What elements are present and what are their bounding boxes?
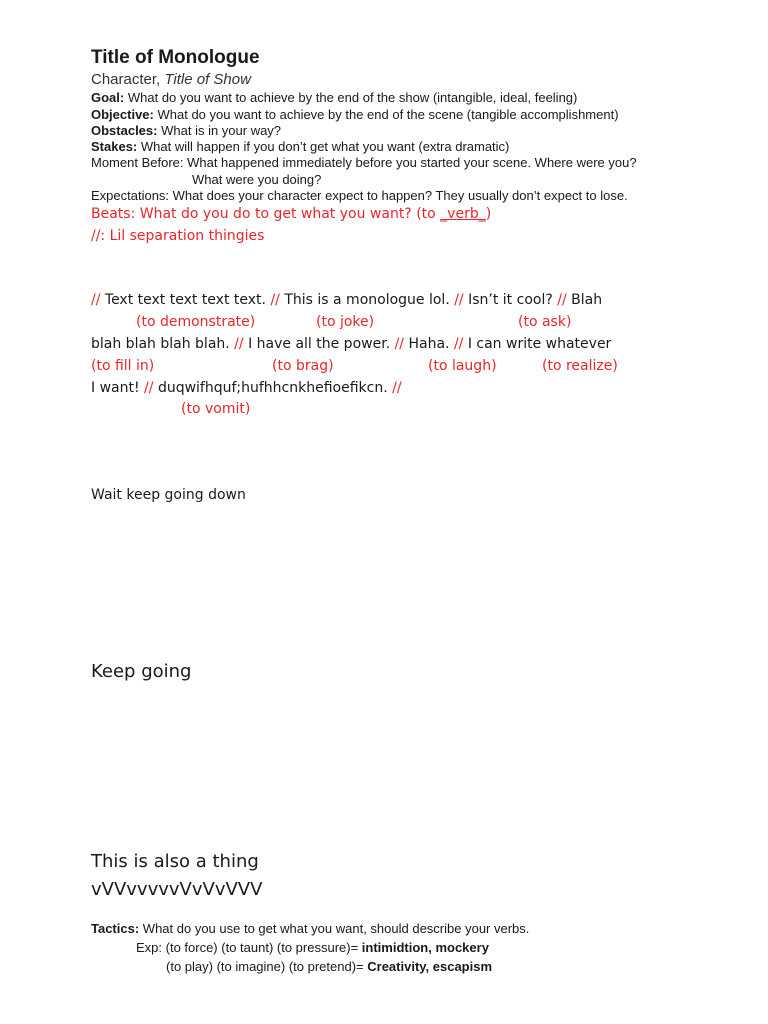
beats-suffix: ): [485, 206, 492, 222]
monologue-text: Haha.: [408, 336, 450, 352]
tactics-example-text: Exp: (to force) (to taunt) (to pressure)=: [136, 940, 359, 955]
beat-mark: //: [392, 380, 402, 396]
monologue-line-2: [91, 336, 611, 352]
monologue-text: This is a monologue lol.: [284, 292, 450, 308]
tactics-label: Tactics:: [91, 921, 140, 936]
monologue-text: Blah: [571, 292, 603, 308]
obstacles-label: Obstacles:: [91, 123, 158, 138]
monologue-text: I can write whatever: [467, 336, 612, 352]
beats-line: [91, 206, 491, 222]
beat-label: (to ask): [518, 314, 572, 330]
moment-before-line: Moment Before: What happened immediately before you started your scene. Where were you?: [91, 155, 637, 170]
character-label: Character,: [91, 71, 161, 88]
beat-mark: //: [144, 380, 154, 396]
beats-prefix: Beats: What do you do to get what you want? (to: [91, 206, 441, 222]
beat-mark: //: [557, 292, 567, 308]
beat-mark: //: [454, 292, 464, 308]
tactics-example-1: [136, 940, 489, 955]
objective-line: [91, 107, 619, 122]
monologue-text: duqwifhquf;hufhhcnkhefioefikcn.: [157, 380, 388, 396]
monologue-line-1: [91, 292, 602, 308]
goal-line: [91, 90, 577, 105]
note-v-line: vVVvvvvvVvVvVVV: [91, 879, 263, 900]
page-title: Title of Monologue: [91, 47, 260, 68]
tactics-example-text: (to play) (to imagine) (to pretend)=: [166, 959, 364, 974]
note-keep-going: Keep going: [91, 661, 192, 682]
note-wait: Wait keep going down: [91, 487, 246, 503]
obstacles-line: [91, 123, 281, 138]
beat-mark: //: [270, 292, 280, 308]
beat-label: (to laugh): [428, 358, 497, 374]
obstacles-text: What is in your way?: [161, 123, 282, 138]
tactics-text: What do you use to get what you want, should describe your verbs.: [142, 921, 530, 936]
beat-label: (to brag): [272, 358, 334, 374]
objective-label: Objective:: [91, 107, 154, 122]
stakes-label: Stakes:: [91, 139, 138, 154]
goal-text: What do you want to achieve by the end of the show (intangible, ideal, feeling): [127, 90, 578, 105]
tactics-line: [91, 921, 529, 936]
goal-label: Goal:: [91, 90, 125, 105]
beat-label: (to joke): [316, 314, 375, 330]
monologue-text: Isn’t it cool?: [468, 292, 553, 308]
beat-mark: //: [453, 336, 464, 352]
beat-label: (to realize): [542, 358, 618, 374]
expectations-line: Expectations: What does your character expect to happen? They usually don’t expect to lose.: [91, 188, 628, 203]
character-line: [91, 71, 251, 88]
note-also-thing: This is also a thing: [91, 851, 259, 872]
beat-mark: //: [234, 336, 244, 352]
tactics-example-2: [166, 959, 492, 974]
stakes-line: [91, 139, 509, 154]
tactics-example-result: intimidtion, mockery: [361, 940, 489, 955]
stakes-text: What will happen if you don’t get what you want (extra dramatic): [140, 139, 510, 154]
monologue-text: Text text text text text.: [104, 292, 266, 308]
separator-note: //: Lil separation thingies: [91, 228, 265, 244]
monologue-text: I want!: [91, 380, 140, 396]
beat-label: (to demonstrate): [136, 314, 256, 330]
beat-mark: //: [394, 336, 405, 352]
monologue-text: I have all the power.: [248, 336, 391, 352]
beat-label: (to fill in): [91, 358, 155, 374]
show-title: Title of Show: [164, 71, 251, 88]
moment-before-line-2: What were you doing?: [192, 172, 322, 187]
beat-label: (to vomit): [181, 401, 251, 417]
beat-mark: //: [91, 292, 101, 308]
beats-verb: _verb_: [440, 206, 486, 222]
monologue-text: blah blah blah blah.: [91, 336, 230, 352]
objective-text: What do you want to achieve by the end of the scene (tangible accomplishment): [157, 107, 619, 122]
tactics-example-result: Creativity, escapism: [367, 959, 493, 974]
monologue-line-3: [91, 380, 402, 396]
